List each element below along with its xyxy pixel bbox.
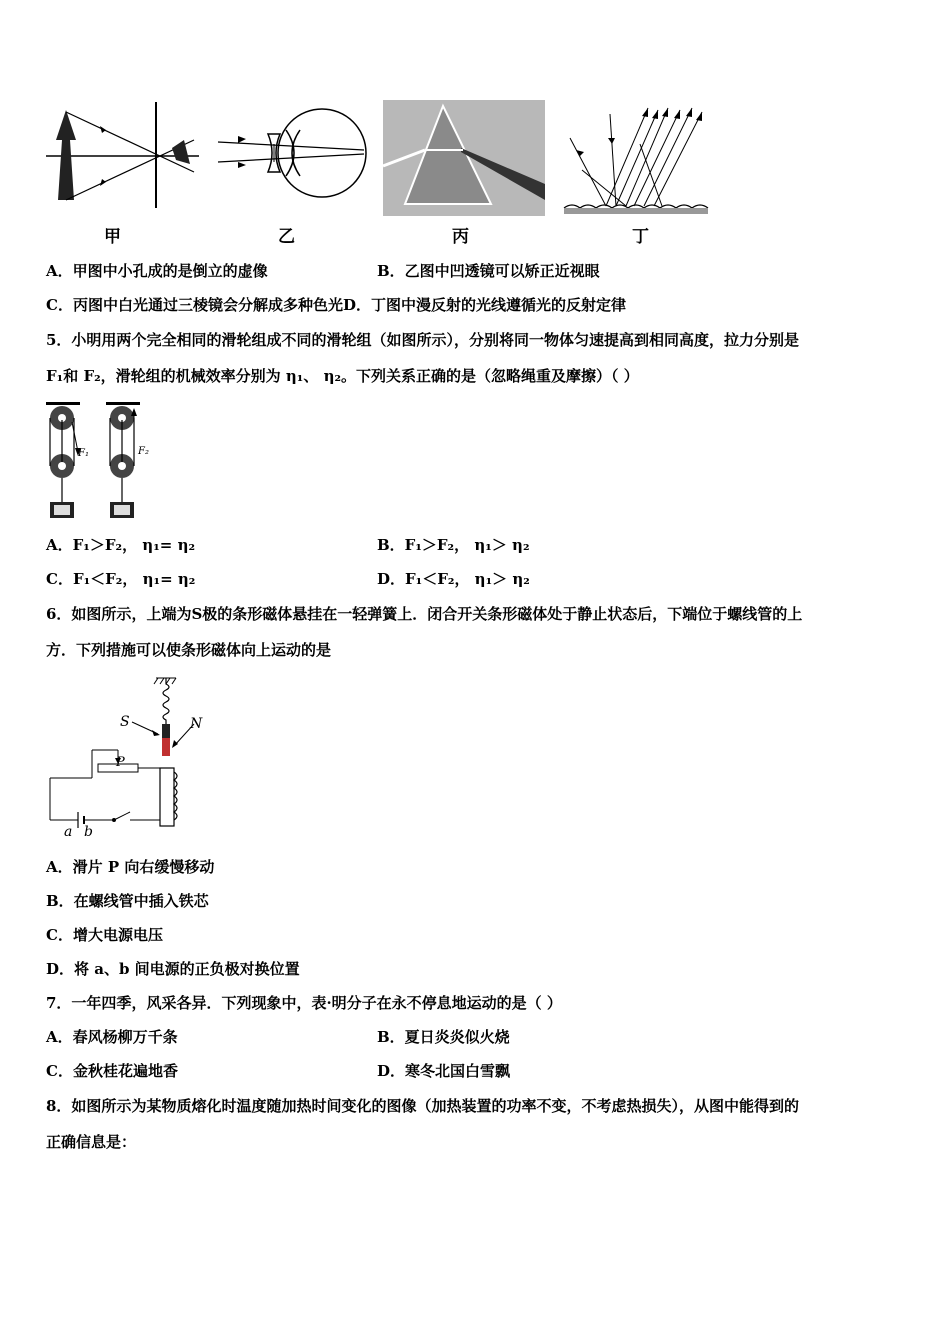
pulley-figure (44, 402, 164, 520)
q5-stem-line2: F₁和 F₂，滑轮组的机械效率分别为 η₁、 η₂。下列关系正确的是（忽略绳重及摩擦）（ ） (46, 367, 639, 385)
q6-stem-line2: 方．下列措施可以使条形磁体向上运动的是 (46, 641, 332, 659)
q6-option-d: D．将 a、b 间电源的正负极对换位置 (46, 960, 300, 978)
q7-option-d: D．寒冬北国白雪飘 (377, 1062, 511, 1080)
label-a: a (64, 824, 73, 840)
q7-option-c: C．金秋桂花遍地香 (46, 1062, 178, 1080)
label-n: N (190, 716, 203, 732)
q7-option-b: B．夏日炎炎似火烧 (377, 1028, 510, 1046)
q5-option-a: A．F₁＞F₂， η₁= η₂ (46, 536, 196, 554)
solenoid-circuit-figure (44, 674, 214, 844)
pinhole-figure (44, 100, 204, 218)
q6-option-c: C．增大电源电压 (46, 926, 163, 944)
q5-option-b: B．F₁＞F₂， η₁＞ η₂ (377, 536, 530, 554)
q4-option-b: B．乙图中凹透镜可以矫正近视眼 (377, 262, 600, 280)
pulley-system-1 (46, 402, 81, 518)
label-p: P (116, 755, 125, 770)
label-s: S (120, 714, 130, 730)
caption-bing: 丙 (452, 227, 469, 247)
q5-stem-line1: 5．小明用两个完全相同的滑轮组成不同的滑轮组（如图所示），分别将同一物体匀速提高到相同高度，拉力分别是 (46, 331, 799, 349)
diffuse-reflection-figure (562, 104, 710, 216)
q4-option-cd: C．丙图中白光通过三棱镜会分解成多种色光D．丁图中漫反射的光线遵循光的反射定律 (46, 296, 626, 314)
q6-option-b: B．在螺线管中插入铁芯 (46, 892, 209, 910)
caption-yi: 乙 (278, 227, 295, 247)
prism-figure (383, 100, 545, 216)
q6-option-a: A．滑片 P 向右缓慢移动 (46, 858, 215, 876)
label-b: b (84, 824, 93, 840)
q8-stem-line1: 8．如图所示为某物质熔化时温度随加热时间变化的图像（加热装置的功率不变，不考虑热损失），从图中能得到的 (46, 1097, 799, 1115)
q8-stem-line2: 正确信息是： (46, 1133, 137, 1151)
pulley-system-2 (106, 402, 140, 518)
label-f2: F₂ (138, 446, 149, 457)
q5-option-c: C．F₁＜F₂， η₁= η₂ (46, 570, 196, 588)
caption-ding: 丁 (632, 227, 649, 247)
caption-jia: 甲 (104, 227, 121, 247)
q7-option-a: A．春风杨柳万千条 (46, 1028, 178, 1046)
q7-stem: 7．一年四季，风采各异．下列现象中，表·明分子在永不停息地运动的是（ ） (46, 994, 562, 1012)
q5-option-d: D．F₁＜F₂， η₁＞ η₂ (377, 570, 530, 588)
eye-lens-figure (214, 106, 374, 200)
label-f1: F₁ (78, 448, 89, 459)
q6-stem-line1: 6．如图所示，上端为S极的条形磁体悬挂在一轻弹簧上．闭合开关条形磁体处于静止状态后，下端位于螺线管的上 (46, 605, 803, 623)
q4-option-a: A．甲图中小孔成的是倒立的虚像 (46, 262, 268, 280)
